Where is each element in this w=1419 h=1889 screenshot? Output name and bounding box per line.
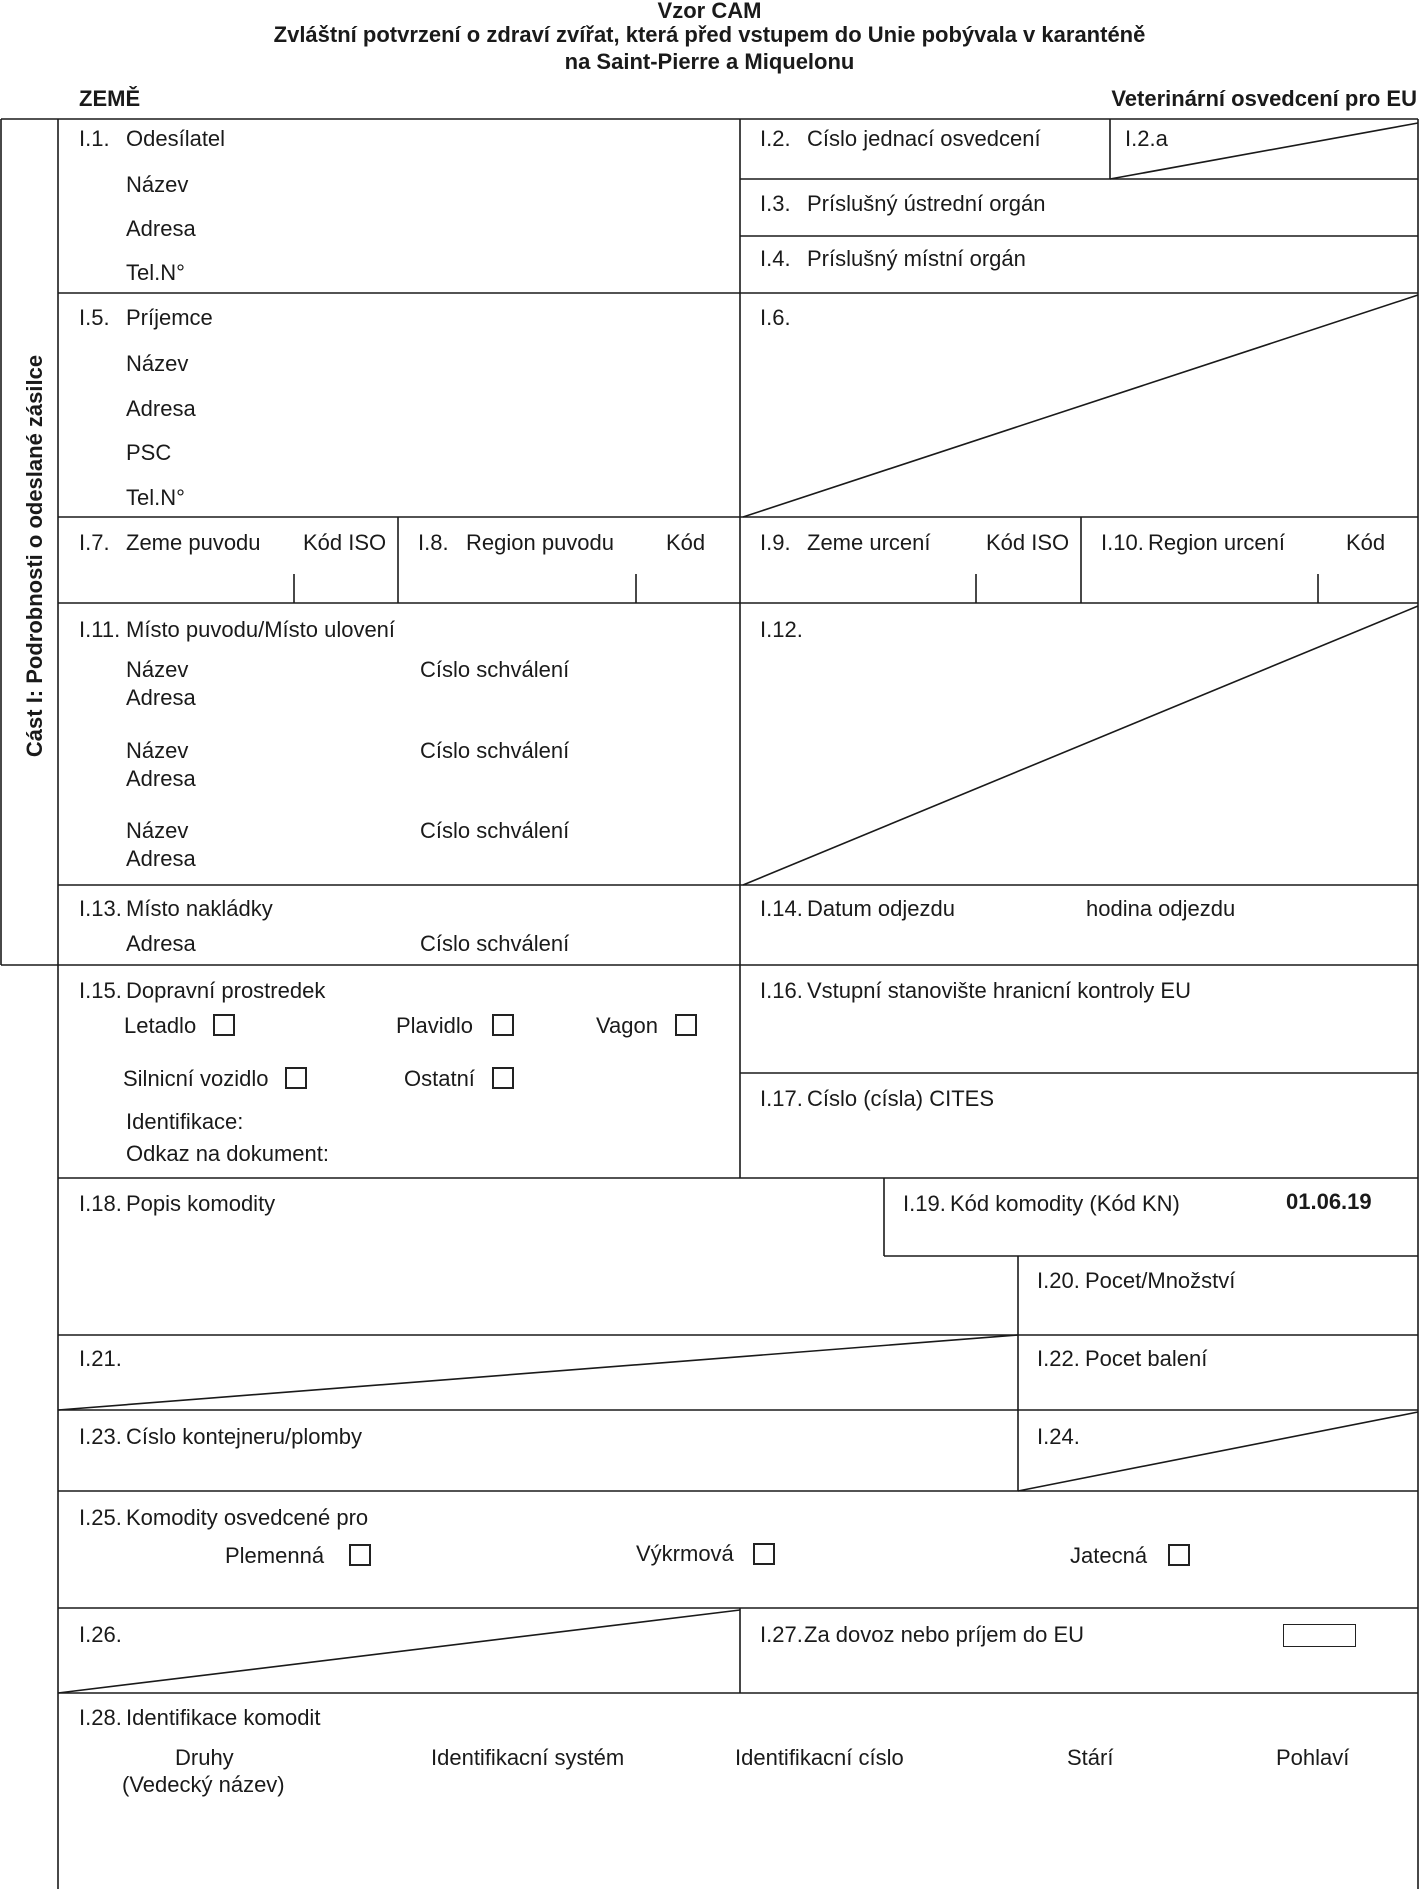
- field-i11-entry3-address: Adresa: [126, 846, 196, 871]
- column-id-number: Identifikacní císlo: [735, 1745, 904, 1770]
- field-i28-number: I.28.: [79, 1705, 122, 1730]
- other-transport-checkbox[interactable]: [492, 1067, 514, 1089]
- field-i11-number: I.11.: [79, 617, 121, 642]
- field-i4-number: I.4.: [760, 246, 791, 271]
- field-i23-number: I.23.: [79, 1424, 122, 1449]
- field-i15-other-label: Ostatní: [404, 1066, 475, 1091]
- field-i13-number: I.13.: [79, 896, 122, 921]
- field-i1-name: Název: [126, 172, 189, 197]
- field-i13-loading-place: Místo nakládky: [126, 896, 273, 921]
- field-i2-number: I.2.: [760, 126, 791, 151]
- field-i8-code: Kód: [666, 530, 706, 555]
- field-i22-packages: Pocet balení: [1085, 1346, 1208, 1371]
- part1-side-label: Cást I: Podrobnosti o odeslané zásilce: [22, 354, 47, 758]
- field-i7-iso-code: Kód ISO: [303, 530, 387, 555]
- field-i20-number: I.20.: [1037, 1268, 1080, 1293]
- field-i4-local-authority: Príslušný místní orgán: [807, 246, 1026, 271]
- field-i18-commodity-description: Popis komodity: [126, 1191, 276, 1216]
- field-i14-departure-date: Datum odjezdu: [807, 896, 955, 921]
- field-i19-commodity-code: Kód komodity (Kód KN): [950, 1191, 1180, 1216]
- field-i15-transport: Dopravní prostredek: [126, 978, 326, 1003]
- field-i5-number: I.5.: [79, 305, 110, 330]
- field-i2-reference: Císlo jednací osvedcení: [807, 126, 1041, 151]
- field-i27-import-eu: Za dovoz nebo príjem do EU: [804, 1622, 1085, 1647]
- field-i17-number: I.17.: [760, 1086, 803, 1111]
- field-i15-wagon-label: Vagon: [596, 1013, 658, 1038]
- field-i5-consignee: Príjemce: [126, 305, 213, 330]
- field-i7-number: I.7.: [79, 530, 110, 555]
- field-i9-country-destination: Zeme urcení: [807, 530, 931, 555]
- field-i13-approval: Císlo schválení: [420, 931, 570, 956]
- field-i2a-number: I.2.a: [1125, 126, 1168, 151]
- field-i1-tel: Tel.N°: [126, 260, 185, 285]
- field-i5-name: Název: [126, 351, 189, 376]
- field-i11-entry1-approval: Císlo schválení: [420, 657, 570, 682]
- field-i24-number: I.24.: [1037, 1424, 1080, 1449]
- field-i11-entry2-name: Název: [126, 738, 189, 763]
- column-age: Stárí: [1067, 1745, 1114, 1770]
- slaughter-checkbox[interactable]: [1168, 1544, 1190, 1566]
- column-id-system: Identifikacní systém: [431, 1745, 625, 1770]
- aircraft-checkbox[interactable]: [213, 1014, 235, 1036]
- field-i18-number: I.18.: [79, 1191, 122, 1216]
- certificate-type-label: Veterinární osvedcení pro EU: [1111, 86, 1417, 111]
- field-i25-breeding-label: Plemenná: [225, 1543, 325, 1568]
- field-i27-number: I.27.: [760, 1622, 803, 1647]
- field-i11-entry2-approval: Císlo schválení: [420, 738, 570, 763]
- fattening-checkbox[interactable]: [753, 1543, 775, 1565]
- field-i5-tel: Tel.N°: [126, 485, 185, 510]
- field-i16-number: I.16.: [760, 978, 803, 1003]
- field-i9-number: I.9.: [760, 530, 791, 555]
- field-i19-code-value: 01.06.19: [1286, 1189, 1372, 1214]
- field-i1-address: Adresa: [126, 216, 196, 241]
- import-eu-box[interactable]: [1283, 1624, 1356, 1647]
- column-species-scientific: (Vedecký název): [122, 1772, 285, 1797]
- field-i9-iso-code: Kód ISO: [986, 530, 1070, 555]
- certificate-title-line2: na Saint-Pierre a Miquelonu: [564, 49, 855, 74]
- field-i3-number: I.3.: [760, 191, 791, 216]
- field-i8-number: I.8.: [418, 530, 449, 555]
- field-i3-central-authority: Príslušný ústrední orgán: [807, 191, 1046, 216]
- road-vehicle-checkbox[interactable]: [285, 1067, 307, 1089]
- breeding-checkbox[interactable]: [349, 1544, 371, 1566]
- field-i26-number: I.26.: [79, 1622, 122, 1647]
- field-i11-entry2-address: Adresa: [126, 766, 196, 791]
- field-i15-ship-label: Plavidlo: [396, 1013, 474, 1038]
- field-i15-aircraft-label: Letadlo: [124, 1013, 197, 1038]
- wagon-checkbox[interactable]: [675, 1014, 697, 1036]
- country-label: ZEMĚ: [79, 86, 141, 111]
- field-i12-number: I.12.: [760, 617, 803, 642]
- ship-checkbox[interactable]: [492, 1014, 514, 1036]
- column-sex: Pohlaví: [1276, 1745, 1350, 1770]
- field-i11-place-origin: Místo puvodu/Místo ulovení: [126, 617, 396, 642]
- field-i20-quantity: Pocet/Množství: [1085, 1268, 1236, 1293]
- column-species: Druhy: [175, 1745, 234, 1770]
- certificate-title-line1: Zvláštní potvrzení o zdraví zvířat, která před vstupem do Unie pobývala v karanténě: [273, 22, 1146, 47]
- field-i16-border-post: Vstupní stanovište hranicní kontroly EU: [807, 978, 1191, 1003]
- field-i1-number: I.1.: [79, 126, 110, 151]
- field-i11-entry1-name: Název: [126, 657, 189, 682]
- field-i15-number: I.15.: [79, 978, 122, 1003]
- field-i6-number: I.6.: [760, 305, 791, 330]
- field-i11-entry3-approval: Císlo schválení: [420, 818, 570, 843]
- field-i1-consignor: Odesílatel: [126, 126, 226, 151]
- field-i7-country-origin: Zeme puvodu: [126, 530, 261, 555]
- field-i28-commodity-identification: Identifikace komodit: [126, 1705, 321, 1730]
- model-label: Vzor CAM: [657, 0, 762, 23]
- field-i25-number: I.25.: [79, 1505, 122, 1530]
- field-i10-region-destination: Region urcení: [1148, 530, 1285, 555]
- field-i10-code: Kód: [1346, 530, 1386, 555]
- field-i10-number: I.10.: [1101, 530, 1144, 555]
- field-i25-fattening-label: Výkrmová: [636, 1541, 734, 1566]
- field-i15-road-vehicle-label: Silnicní vozidlo: [123, 1066, 269, 1091]
- field-i13-address: Adresa: [126, 931, 196, 956]
- field-i11-entry3-name: Název: [126, 818, 189, 843]
- field-i25-certified-for: Komodity osvedcené pro: [126, 1505, 369, 1530]
- field-i15-identification: Identifikace:: [126, 1109, 244, 1134]
- field-i8-region-origin: Region puvodu: [466, 530, 615, 555]
- field-i15-document-reference: Odkaz na dokument:: [126, 1141, 330, 1166]
- field-i14-number: I.14.: [760, 896, 803, 921]
- field-i19-number: I.19.: [903, 1191, 946, 1216]
- field-i25-slaughter-label: Jatecná: [1070, 1543, 1148, 1568]
- field-i5-address: Adresa: [126, 396, 196, 421]
- field-i17-cites: Císlo (císla) CITES: [807, 1086, 995, 1111]
- field-i11-entry1-address: Adresa: [126, 685, 196, 710]
- field-i21-number: I.21.: [79, 1346, 122, 1371]
- field-i5-postcode: PSC: [126, 440, 172, 465]
- field-i22-number: I.22.: [1037, 1346, 1080, 1371]
- field-i23-container-seal: Císlo kontejneru/plomby: [126, 1424, 363, 1449]
- field-i14-departure-time: hodina odjezdu: [1086, 896, 1236, 921]
